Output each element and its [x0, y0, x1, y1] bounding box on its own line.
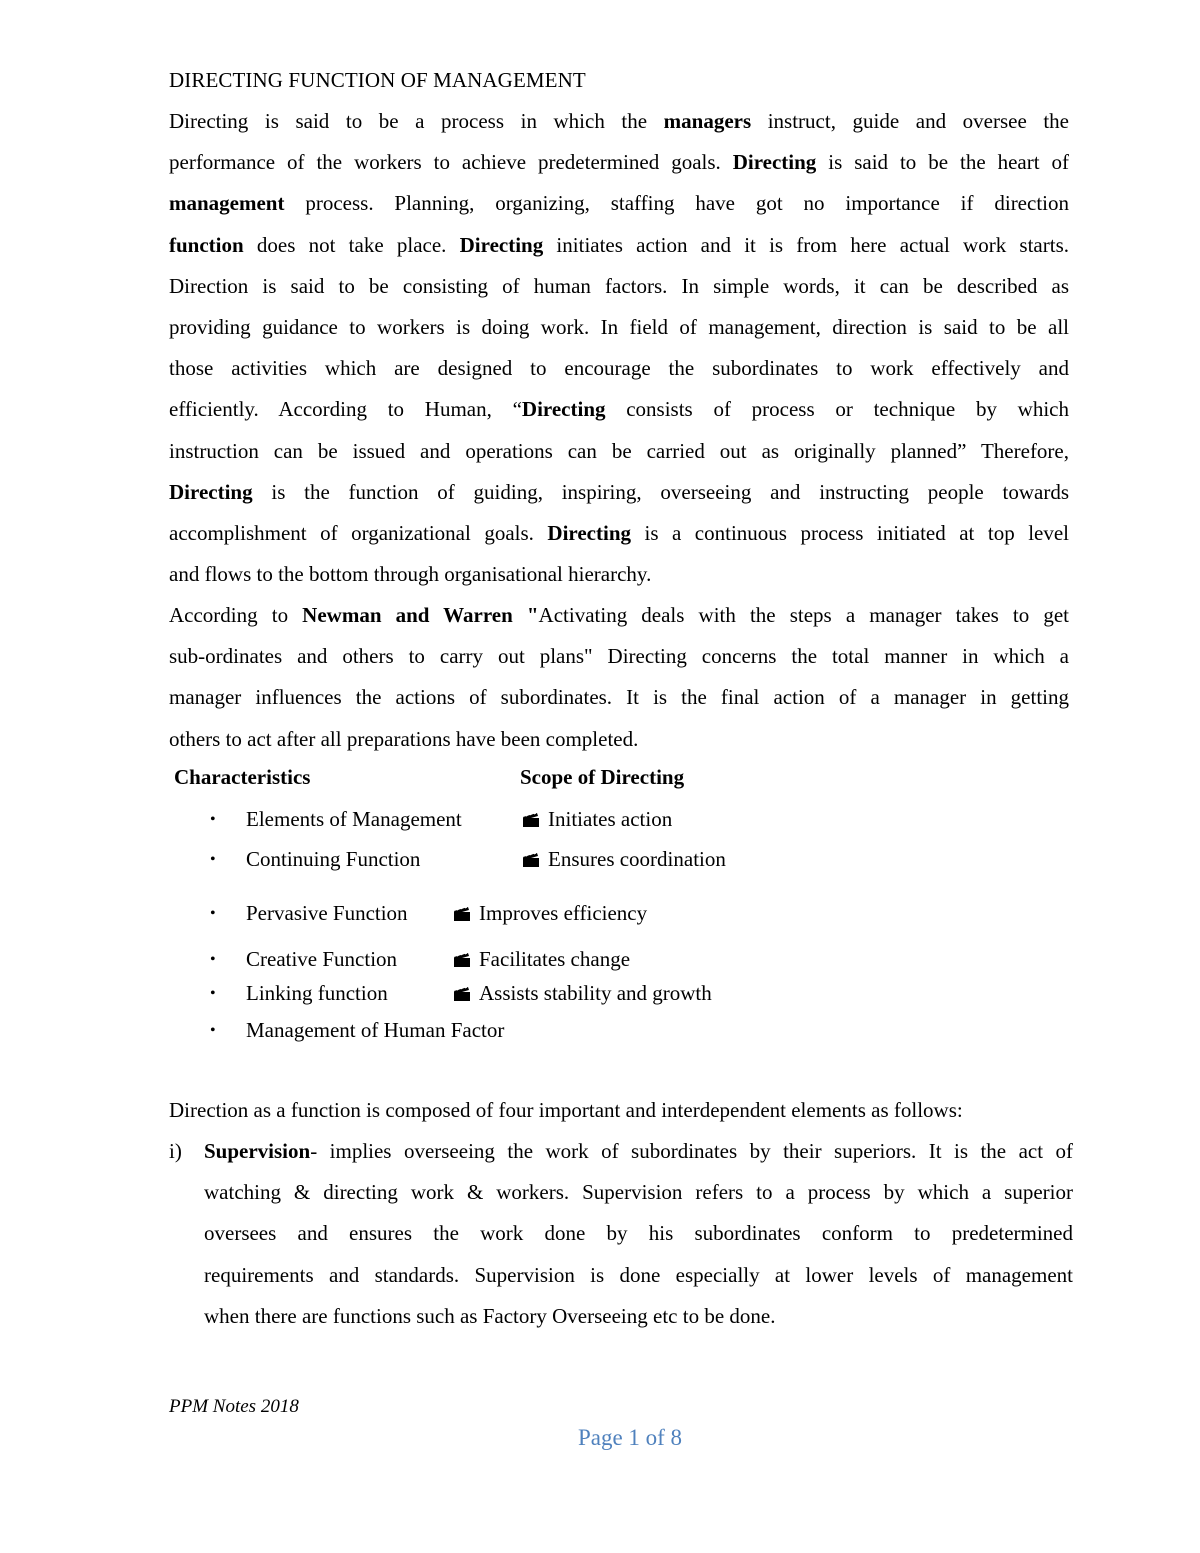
- text-line: requirements and standards. Supervision is done especially at lower levels of management: [204, 1262, 1073, 1287]
- bold-term: Directing: [521, 397, 606, 422]
- characteristic-label: Elements of Management: [246, 807, 462, 831]
- bullet-icon: •: [210, 905, 216, 922]
- characteristic-label: Creative Function: [246, 947, 398, 971]
- page-number: Page 1 of 8: [577, 1425, 683, 1450]
- text-line: manager influences the actions of subordinates. It is the final action of a manager in getting: [169, 685, 1069, 710]
- clapperboard-icon: [522, 809, 540, 825]
- text-line: Direction is said to be consisting of human factors. In simple words, it can be described as: [169, 273, 1069, 298]
- text-line: sub-ordinates and others to carry out plans" Directing concerns the total manner in which a: [169, 644, 1069, 669]
- text-line: Directing is the function of guiding, inspiring, overseeing and instructing people towards: [169, 479, 1069, 504]
- paragraph-newman-warren: [169, 595, 1069, 760]
- text-line: According to Newman and Warren "Activating deals with the steps a manager takes to get: [169, 603, 1069, 627]
- text-line: providing guidance to workers is doing work. In field of management, direction is said to be all: [169, 315, 1069, 340]
- scope-item: [522, 847, 726, 872]
- bold-term: Directing: [547, 521, 631, 546]
- clapperboard-icon: [453, 949, 471, 965]
- text-line: performance of the workers to achieve predetermined goals. Directing is said to be the heart of: [169, 150, 1069, 175]
- bold-term: managers: [663, 109, 752, 133]
- scope-label: Initiates action: [548, 807, 673, 831]
- clapperboard-icon: [453, 983, 471, 999]
- text-line: watching & directing work & workers. Supervision refers to a process by which a superior: [204, 1180, 1073, 1205]
- supervision-text: [204, 1131, 1073, 1337]
- bullet-icon: •: [210, 811, 216, 828]
- text-line: accomplishment of organizational goals. Directing is a continuous process initiated at top level: [169, 521, 1070, 546]
- clapperboard-icon: [522, 849, 540, 865]
- scope-label: Facilitates change: [479, 947, 631, 971]
- text-line: when there are functions such as Factory Overseeing etc to be done.: [204, 1303, 776, 1328]
- bullet-icon: •: [210, 1022, 216, 1039]
- text-line: and flows to the bottom through organisational hierarchy.: [169, 562, 652, 587]
- text-line: Directing is said to be a process in which the managers instruct, guide and oversee the: [169, 109, 1070, 133]
- characteristic-label: Linking function: [246, 981, 388, 1005]
- elements-intro: Direction as a function is composed of four important and interdependent elements as follows:: [169, 1098, 963, 1122]
- scope-label: Ensures coordination: [548, 847, 726, 871]
- text-line: function does not take place. Directing initiates action and it is from here actual work starts.: [169, 232, 1069, 257]
- bold-term: Directing: [732, 150, 817, 175]
- text-line: efficiently. According to Human, “Directing consists of process or technique by which: [169, 397, 1069, 422]
- characteristic-label: Pervasive Function: [246, 901, 408, 925]
- text-line: instruction can be issued and operations can be carried out as originally planned” Therefore,: [169, 438, 1069, 463]
- bold-term: function: [169, 232, 244, 257]
- clapperboard-icon: [453, 903, 471, 919]
- text-line: management process. Planning, organizing, staffing have got no importance if direction: [169, 191, 1069, 216]
- text-line: oversees and ensures the work done by his subordinates conform to predetermined: [204, 1221, 1073, 1246]
- footer-label: PPM Notes 2018: [169, 1396, 299, 1417]
- scope-item: [453, 981, 712, 1006]
- list-number: i): [169, 1139, 182, 1163]
- characteristic-label: Management of Human Factor: [246, 1018, 505, 1042]
- bold-term: Directing: [169, 479, 253, 504]
- text-line: those activities which are designed to encourage the subordinates to work effectively and: [169, 356, 1069, 381]
- scope-item: [453, 947, 630, 972]
- bold-term: Supervision: [204, 1139, 311, 1163]
- bullet-icon: •: [210, 985, 216, 1002]
- bold-term: Newman and Warren ": [302, 603, 539, 627]
- scope-item: [522, 807, 672, 832]
- document-title: DIRECTING FUNCTION OF MANAGEMENT: [169, 68, 586, 92]
- paragraph-definition: [169, 101, 1069, 595]
- bold-term: Directing: [459, 232, 544, 257]
- scope-label: Assists stability and growth: [479, 981, 712, 1005]
- characteristic-label: Continuing Function: [246, 847, 421, 871]
- bold-term: management: [169, 191, 285, 216]
- scope-label: Improves efficiency: [479, 901, 648, 925]
- bullet-icon: •: [210, 951, 216, 968]
- bullet-icon: •: [210, 851, 216, 868]
- scope-heading: Scope of Directing: [520, 765, 685, 789]
- text-line: others to act after all preparations have been completed.: [169, 726, 639, 751]
- scope-item: [453, 901, 647, 926]
- text-line: Supervision- implies overseeing the work of subordinates by their superiors. It is the act of: [204, 1139, 1073, 1163]
- characteristics-heading: Characteristics: [174, 765, 311, 789]
